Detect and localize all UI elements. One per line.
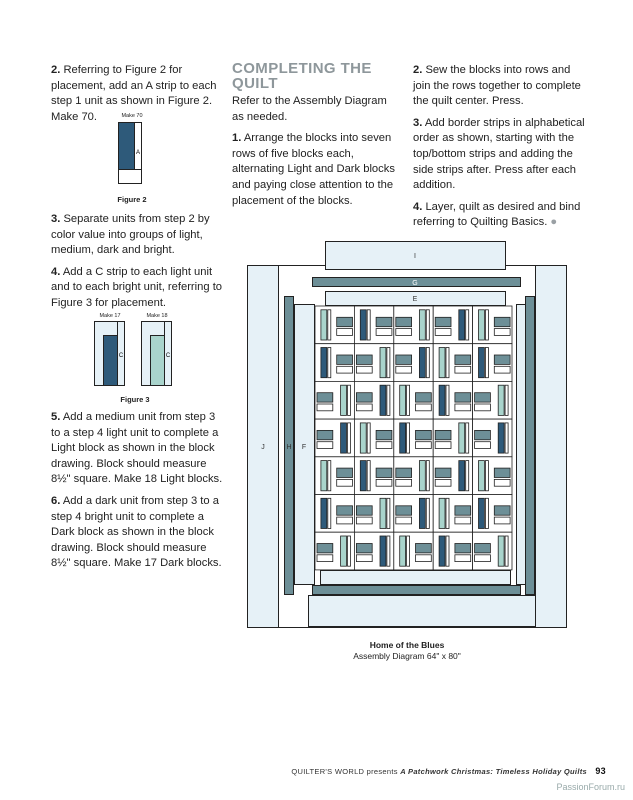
block-vertical-strip: [419, 498, 425, 528]
block-vertical-strip: [439, 348, 445, 378]
label-g: G: [412, 280, 418, 287]
block-a-strip: [426, 498, 429, 528]
block-c-strip: [435, 329, 451, 336]
block-a-strip: [446, 385, 449, 415]
block-horizontal-strip: [455, 544, 471, 553]
block-vertical-strip: [439, 498, 445, 528]
block-horizontal-strip: [396, 355, 412, 364]
block-horizontal-strip: [494, 355, 510, 364]
block-a-strip: [505, 536, 508, 566]
step-4-paragraph: 4. Add a C strip to each light unit and to each bright unit, referring to Figure 3 for placement.: [51, 265, 223, 309]
step-5-paragraph: 5. Add a medium unit from step 3 to a step 4 light unit to complete a Light block as shown in the block drawing. Block should measure 8½" square. Make 18 Light blocks.: [51, 411, 223, 486]
block-vertical-strip: [498, 385, 504, 415]
block-a-strip: [348, 385, 351, 415]
block-c-strip: [435, 479, 451, 486]
block-horizontal-strip: [337, 468, 353, 477]
block-horizontal-strip: [356, 355, 372, 364]
block-vertical-strip: [360, 423, 366, 453]
block-c-strip: [376, 479, 392, 486]
label-h: H: [286, 444, 292, 451]
block-c-strip: [317, 442, 333, 449]
figure-2-strip-label: A: [135, 150, 141, 156]
block-horizontal-strip: [396, 317, 412, 326]
block-c-strip: [337, 517, 353, 524]
block-vertical-strip: [360, 461, 366, 491]
block-c-strip: [376, 442, 392, 449]
completing-step-1-paragraph: 1. Arrange the blocks into seven rows of five blocks each, alternating Light and Dark blocks and paying close attention to the placement of the blocks.: [232, 132, 395, 207]
block-c-strip: [494, 329, 510, 336]
completing-step-3-paragraph: 3. Add border strips in alphabetical order as shown, starting with the top/bottom strips and adding the side strips after. Press after each addition.: [413, 116, 585, 192]
block-vertical-strip: [380, 536, 386, 566]
block-horizontal-strip: [396, 506, 412, 515]
block-vertical-strip: [419, 310, 425, 340]
block-c-strip: [396, 479, 412, 486]
block-vertical-strip: [400, 385, 406, 415]
block-vertical-strip: [498, 536, 504, 566]
block-a-strip: [387, 498, 390, 528]
block-vertical-strip: [380, 498, 386, 528]
block-vertical-strip: [459, 310, 465, 340]
block-horizontal-strip: [475, 544, 491, 553]
block-vertical-strip: [479, 461, 485, 491]
block-horizontal-strip: [455, 355, 471, 364]
block-c-strip: [317, 404, 333, 411]
border-f-right: [517, 305, 526, 585]
block-c-strip: [396, 329, 412, 336]
block-a-strip: [387, 536, 390, 566]
block-c-strip: [494, 366, 510, 373]
block-a-strip: [485, 348, 488, 378]
section-heading: COMPLETING THE QUILT: [232, 60, 372, 92]
figure-3-make-label-2: Make 18: [146, 313, 168, 319]
end-bullet-icon: ●: [550, 216, 558, 229]
block-horizontal-strip: [416, 393, 432, 402]
block-c-strip: [416, 404, 432, 411]
block-vertical-strip: [400, 423, 406, 453]
block-horizontal-strip: [475, 430, 491, 439]
figure-3-strip-label-1: C: [118, 353, 124, 359]
block-vertical-strip: [321, 498, 327, 528]
intro-paragraph: Refer to the Assembly Diagram as needed.: [232, 95, 387, 123]
block-horizontal-strip: [376, 468, 392, 477]
block-c-strip: [356, 366, 372, 373]
block-horizontal-strip: [494, 468, 510, 477]
step-2-paragraph: 2. Referring to Figure 2 for placement, add an A strip to each step 1 unit as shown in Figure 2. Make 70.: [51, 64, 217, 123]
block-a-strip: [387, 385, 390, 415]
block-vertical-strip: [341, 385, 347, 415]
block-horizontal-strip: [337, 355, 353, 364]
block-vertical-strip: [321, 310, 327, 340]
block-c-strip: [455, 404, 471, 411]
block-a-strip: [407, 423, 410, 453]
block-c-strip: [376, 329, 392, 336]
block-a-strip: [485, 310, 488, 340]
block-a-strip: [446, 348, 449, 378]
step-6-paragraph: 6. Add a dark unit from step 3 to a step 4 bright unit to complete a Dark block as shown in the block drawing. Block should measure 8½" square. Make 17 Dark blocks.: [51, 494, 222, 570]
page-number: 93: [595, 766, 606, 776]
block-vertical-strip: [321, 348, 327, 378]
assembly-title: Home of the Blues: [369, 640, 445, 650]
block-horizontal-strip: [356, 393, 372, 402]
block-c-strip: [455, 366, 471, 373]
footer-title: A Patchwork Christmas: Timeless Holiday Quilts: [400, 767, 587, 776]
watermark: PassionForum.ru: [556, 782, 625, 792]
block-horizontal-strip: [356, 544, 372, 553]
figure-2-caption: Figure 2: [117, 195, 147, 204]
block-a-strip: [466, 310, 469, 340]
block-c-strip: [475, 442, 491, 449]
block-horizontal-strip: [435, 430, 451, 439]
block-a-strip: [367, 423, 370, 453]
block-c-strip: [396, 517, 412, 524]
block-a-strip: [505, 423, 508, 453]
block-a-strip: [387, 348, 390, 378]
block-c-strip: [356, 555, 372, 562]
block-horizontal-strip: [376, 430, 392, 439]
block-a-strip: [348, 536, 351, 566]
block-horizontal-strip: [494, 317, 510, 326]
label-i: I: [414, 253, 416, 260]
figure-3-make-label-1: Make 17: [99, 313, 121, 319]
quilt-center: [315, 306, 512, 570]
block-vertical-strip: [380, 385, 386, 415]
block-a-strip: [466, 423, 469, 453]
step-3-paragraph: 3. Separate units from step 2 by color value into groups of light, medium, dark and bright.: [51, 213, 210, 257]
block-a-strip: [407, 536, 410, 566]
block-c-strip: [455, 517, 471, 524]
block-c-strip: [494, 479, 510, 486]
block-c-strip: [356, 517, 372, 524]
block-horizontal-strip: [376, 317, 392, 326]
block-horizontal-strip: [396, 468, 412, 477]
block-vertical-strip: [360, 310, 366, 340]
block-horizontal-strip: [475, 393, 491, 402]
block-c-strip: [317, 555, 333, 562]
figure-3-caption: Figure 3: [120, 395, 150, 404]
block-vertical-strip: [439, 536, 445, 566]
block-a-strip: [505, 385, 508, 415]
block-a-strip: [446, 498, 449, 528]
block-c-strip: [475, 404, 491, 411]
block-c-strip: [455, 555, 471, 562]
block-a-strip: [328, 498, 331, 528]
block-horizontal-strip: [416, 430, 432, 439]
border-g-bottom: [313, 586, 521, 595]
block-horizontal-strip: [317, 393, 333, 402]
block-c-strip: [416, 442, 432, 449]
footer-prefix: QUILTER'S WORLD presents: [291, 767, 398, 776]
block-horizontal-strip: [455, 506, 471, 515]
block-horizontal-strip: [494, 506, 510, 515]
block-a-strip: [367, 310, 370, 340]
block-a-strip: [328, 461, 331, 491]
block-a-strip: [367, 461, 370, 491]
block-horizontal-strip: [337, 317, 353, 326]
block-horizontal-strip: [317, 544, 333, 553]
label-f: F: [301, 444, 307, 451]
block-vertical-strip: [498, 423, 504, 453]
border-e-bottom: [321, 571, 511, 585]
block-a-strip: [328, 348, 331, 378]
block-horizontal-strip: [317, 430, 333, 439]
block-vertical-strip: [479, 348, 485, 378]
block-a-strip: [485, 498, 488, 528]
block-vertical-strip: [419, 348, 425, 378]
block-c-strip: [416, 555, 432, 562]
block-vertical-strip: [419, 461, 425, 491]
block-a-strip: [426, 461, 429, 491]
block-vertical-strip: [321, 461, 327, 491]
block-a-strip: [328, 310, 331, 340]
assembly-subtitle: Assembly Diagram 64" x 80": [353, 651, 461, 661]
label-e: E: [412, 296, 418, 303]
completing-step-4-paragraph: 4. Layer, quilt as desired and bind referring to Quilting Basics. ●: [413, 200, 581, 229]
block-horizontal-strip: [416, 544, 432, 553]
figure-3-strip-label-2: C: [165, 353, 171, 359]
block-c-strip: [396, 366, 412, 373]
block-a-strip: [426, 310, 429, 340]
block-a-strip: [407, 385, 410, 415]
block-c-strip: [337, 366, 353, 373]
block-a-strip: [485, 461, 488, 491]
block-horizontal-strip: [435, 317, 451, 326]
label-j: J: [261, 444, 265, 451]
block-c-strip: [337, 479, 353, 486]
block-a-strip: [348, 423, 351, 453]
block-c-strip: [337, 329, 353, 336]
completing-step-2-paragraph: 2. Sew the blocks into rows and join the rows together to complete the quilt center. Press.: [413, 64, 581, 108]
block-c-strip: [356, 404, 372, 411]
block-c-strip: [435, 442, 451, 449]
border-i-bottom: [309, 596, 550, 627]
block-vertical-strip: [380, 348, 386, 378]
block-vertical-strip: [479, 310, 485, 340]
assembly-caption: [247, 640, 567, 662]
block-vertical-strip: [400, 536, 406, 566]
block-vertical-strip: [459, 461, 465, 491]
block-vertical-strip: [439, 385, 445, 415]
border-j-right: [536, 266, 567, 628]
block-horizontal-strip: [435, 468, 451, 477]
block-vertical-strip: [459, 423, 465, 453]
block-vertical-strip: [479, 498, 485, 528]
block-vertical-strip: [341, 423, 347, 453]
block-a-strip: [446, 536, 449, 566]
figure-2-make-label: Make 70: [121, 113, 143, 119]
block-horizontal-strip: [337, 506, 353, 515]
block-horizontal-strip: [455, 393, 471, 402]
block-vertical-strip: [341, 536, 347, 566]
block-a-strip: [466, 461, 469, 491]
border-h-right: [526, 297, 535, 595]
block-a-strip: [426, 348, 429, 378]
block-c-strip: [475, 555, 491, 562]
block-c-strip: [494, 517, 510, 524]
page-footer: [0, 766, 606, 776]
block-horizontal-strip: [356, 506, 372, 515]
